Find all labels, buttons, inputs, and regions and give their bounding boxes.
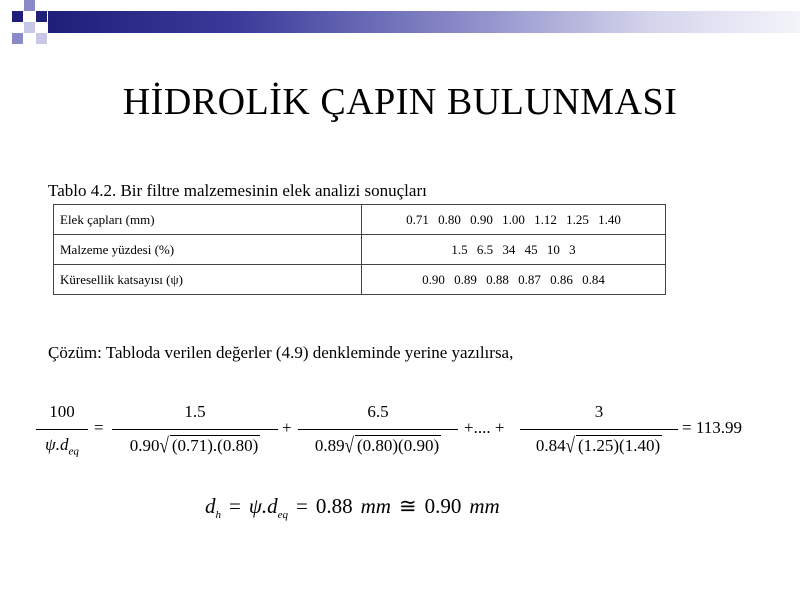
term1-denominator bbox=[112, 435, 278, 459]
h-subscript: h bbox=[215, 509, 221, 522]
d-symbol: .d bbox=[261, 494, 278, 518]
d-symbol: d bbox=[205, 494, 216, 518]
ellipsis-plus: +.... + bbox=[464, 418, 505, 437]
term2-radicand: (0.80)(0.90) bbox=[356, 436, 440, 455]
term1-coefficient: 0.90 bbox=[129, 436, 160, 455]
value-1: 0.88 bbox=[315, 494, 353, 518]
unit-2: mm bbox=[469, 494, 500, 518]
term2-numerator: 6.5 bbox=[367, 402, 389, 421]
term3-coefficient: 0.84 bbox=[535, 436, 566, 455]
fraction-bar bbox=[112, 429, 278, 430]
header-gradient-bar bbox=[48, 11, 800, 33]
decor-square bbox=[24, 0, 35, 11]
plus-sign: + bbox=[282, 418, 292, 437]
lhs-fraction bbox=[36, 402, 88, 462]
table-row bbox=[54, 265, 666, 295]
row-values: 1.5 6.5 34 45 10 3 bbox=[362, 235, 666, 265]
term3-numerator: 3 bbox=[594, 402, 604, 421]
psi-symbol: ψ bbox=[45, 435, 56, 454]
term1-radicand: (0.71).(0.80) bbox=[171, 436, 259, 455]
solution-text: Çözüm: Tabloda verilen değerler (4.9) denkleminde yerine yazılırsa, bbox=[48, 343, 514, 362]
value-2: 0.90 bbox=[424, 494, 462, 518]
eq-subscript: eq bbox=[68, 445, 79, 458]
psi-symbol: ψ bbox=[248, 494, 262, 518]
term2-coefficient: 0.89 bbox=[314, 436, 345, 455]
decor-square bbox=[36, 11, 47, 22]
decor-square bbox=[12, 11, 23, 22]
term3-radicand: (1.25)(1.40) bbox=[577, 436, 661, 455]
d-symbol: .d bbox=[55, 435, 69, 454]
sieve-analysis-table bbox=[53, 204, 666, 295]
table-row bbox=[54, 205, 666, 235]
sqrt-icon: √ bbox=[344, 433, 354, 458]
fraction-bar bbox=[36, 429, 88, 430]
header-decoration bbox=[0, 0, 800, 52]
term3-fraction bbox=[520, 402, 678, 462]
decor-square bbox=[24, 22, 35, 33]
row-label: Küresellik katsayısı (ψ) bbox=[54, 265, 362, 295]
sqrt-icon: √ bbox=[565, 433, 575, 458]
eq-subscript: eq bbox=[277, 509, 289, 522]
term3-denominator bbox=[520, 435, 678, 459]
term1-fraction bbox=[112, 402, 278, 462]
lhs-denominator bbox=[36, 435, 88, 459]
approx-sign: ≅ bbox=[398, 494, 417, 518]
decor-square bbox=[12, 33, 23, 44]
term2-fraction bbox=[298, 402, 458, 462]
fraction-bar bbox=[520, 429, 678, 430]
row-label: Elek çapları (mm) bbox=[54, 205, 362, 235]
term1-numerator: 1.5 bbox=[184, 402, 206, 421]
equation-result: = 113.99 bbox=[682, 418, 742, 437]
hydraulic-diameter-equation bbox=[36, 402, 776, 466]
table-row bbox=[54, 235, 666, 265]
row-values: 0.90 0.89 0.88 0.87 0.86 0.84 bbox=[362, 265, 666, 295]
sqrt-icon: √ bbox=[159, 433, 169, 458]
row-values: 0.71 0.80 0.90 1.00 1.12 1.25 1.40 bbox=[362, 205, 666, 235]
term2-denominator bbox=[298, 435, 458, 459]
fraction-bar bbox=[298, 429, 458, 430]
row-label: Malzeme yüzdesi (%) bbox=[54, 235, 362, 265]
lhs-numerator: 100 bbox=[49, 402, 75, 421]
slide-title: HİDROLİK ÇAPIN BULUNMASI bbox=[122, 81, 678, 123]
decor-square bbox=[36, 33, 47, 44]
unit-1: mm bbox=[360, 494, 391, 518]
table-caption: Tablo 4.2. Bir filtre malzemesinin elek analizi sonuçları bbox=[48, 181, 427, 200]
hydraulic-diameter-result bbox=[205, 494, 500, 521]
equals-sign: = bbox=[296, 494, 308, 518]
equals-sign: = bbox=[94, 418, 104, 437]
equals-sign: = bbox=[229, 494, 241, 518]
